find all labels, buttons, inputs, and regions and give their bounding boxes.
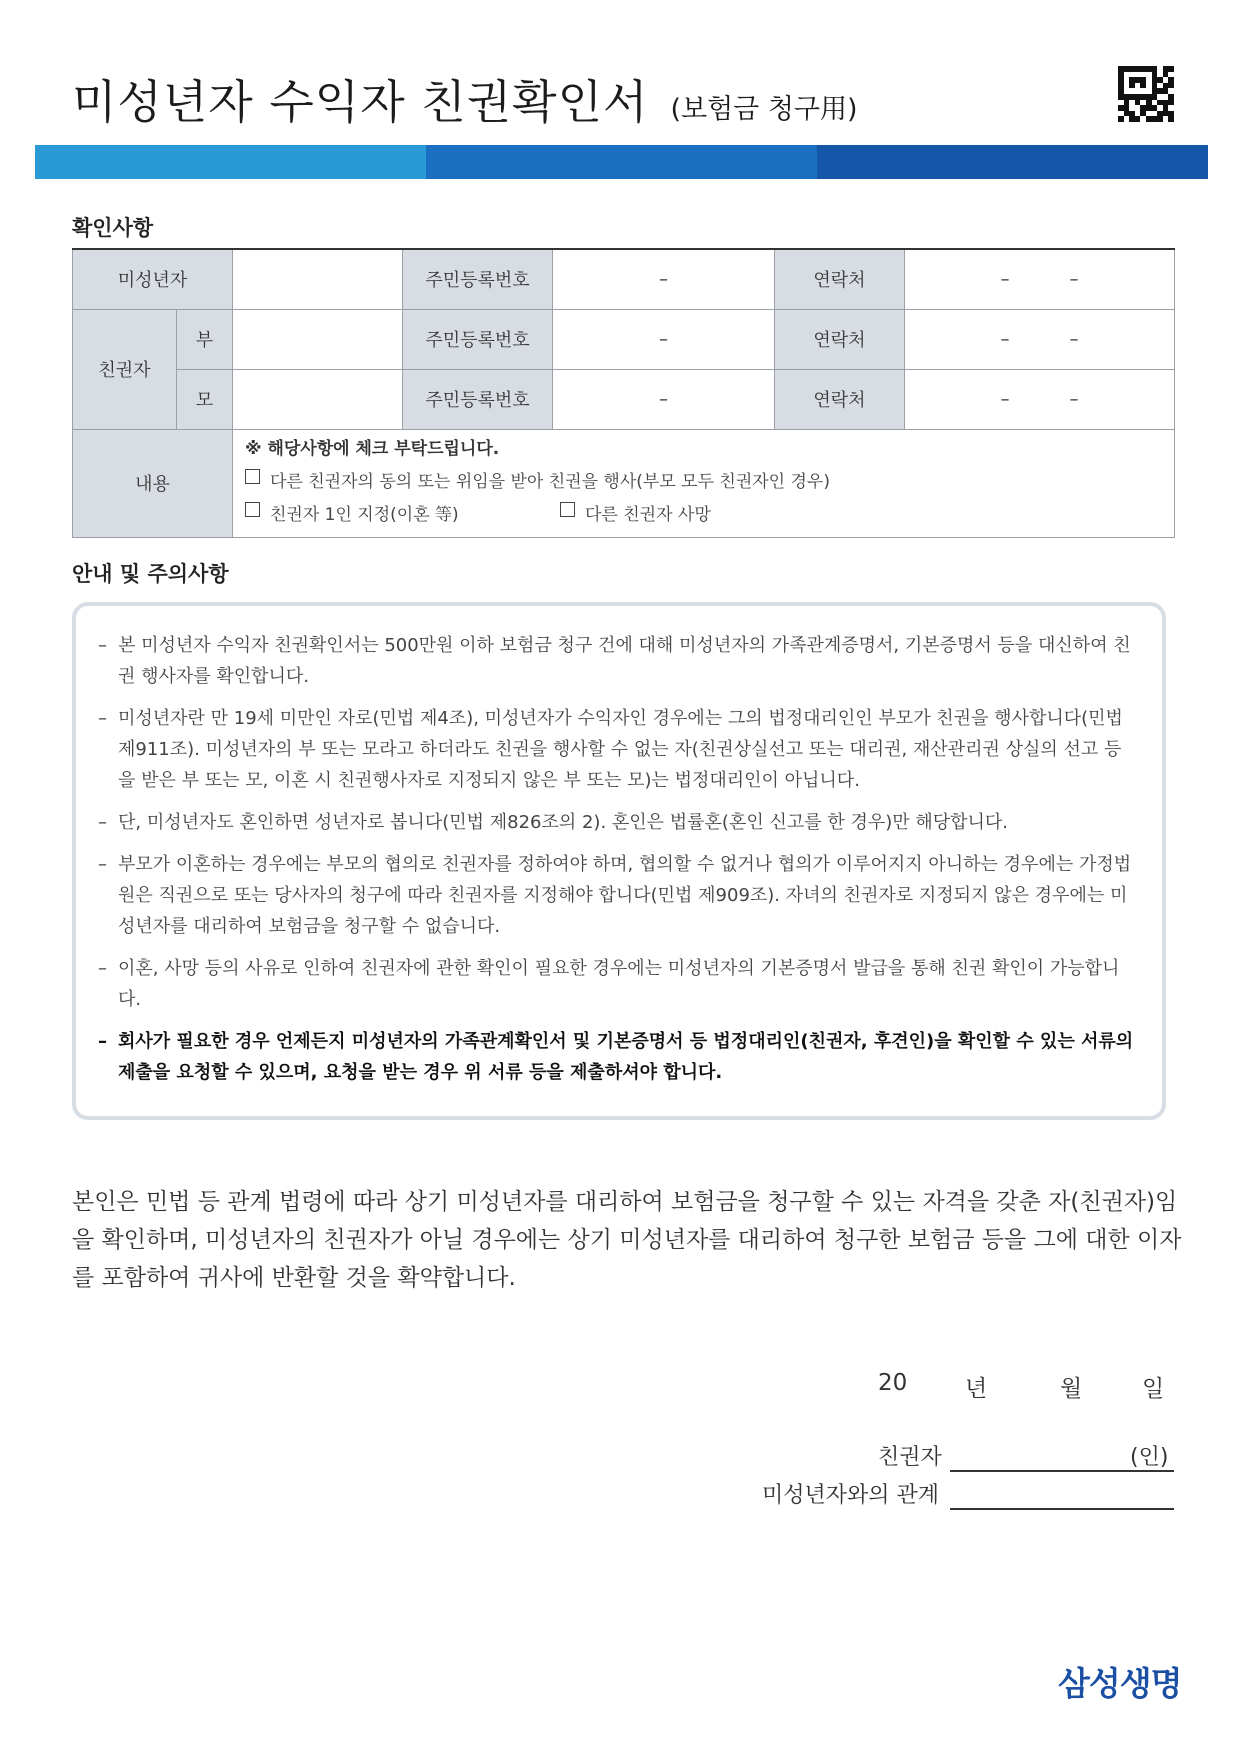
contact-dash-2: – [1069,268,1079,290]
content-label: 내용 [73,429,233,537]
checkbox-guardian-deceased[interactable] [560,502,575,517]
section-title-confirmation: 확인사항 [72,216,154,240]
document-title: 미성년자 수익자 친권확인서 [72,75,649,129]
document-header [72,66,858,132]
contact-dash-1: – [1000,268,1010,290]
relation-label: 미성년자와의 관계 [762,1483,940,1508]
father-contact-field[interactable] [905,309,1175,369]
notice-dash: – [98,635,107,656]
notice-text: 회사가 필요한 경우 언제든지 미성년자의 가족관계확인서 및 기본증명서 등 법정대리인(친권자, 후견인)을 확인할 수 있는 서류의 제출을 요청할 수 있으며, 요청을 받는 경우 위 서류 등을 제출하셔야 합니다. [118,1031,1134,1083]
father-row [73,309,1175,369]
father-label: 부 [177,309,233,369]
contact-dash-2: – [1069,388,1079,410]
notice-dash: – [98,1031,107,1052]
company-logo: 삼성생명 [1058,1664,1182,1703]
notice-text: 단, 미성년자도 혼인하면 성년자로 봅니다(민법 제826조의 2). 혼인은 법률혼(혼인 신고를 한 경우)만 해당합니다. [118,812,1009,833]
guardian-signature-label: 친권자 [878,1445,942,1470]
notice-dash: – [98,812,107,833]
minor-contact-label: 연락처 [775,249,905,309]
notice-item [98,807,1134,838]
seal-mark: (인) [1130,1445,1169,1470]
color-bar-segment-3 [817,145,1208,179]
option-consent-label: 다른 친권자의 동의 또는 위임을 받아 친권을 행사(부모 모두 친권자인 경우) [270,471,830,492]
contact-dash-1: – [1000,388,1010,410]
content-row [73,429,1175,537]
checkbox-sole-guardian[interactable] [245,502,260,517]
color-bar-segment-2 [426,145,817,179]
minor-label: 미성년자 [73,249,233,309]
minor-contact-field[interactable] [905,249,1175,309]
notice-text: 본 미성년자 수익자 친권확인서는 500만원 이하 보험금 청구 건에 대해 미성년자의 가족관계증명서, 기본증명서 등을 대신하여 친권 행사자를 확인합니다. [118,635,1131,687]
option-row-2 [245,500,1162,525]
mother-contact-field[interactable] [905,369,1175,429]
notice-dash: – [98,708,107,729]
date-day-label: 일 [1142,1376,1165,1402]
mother-contact-label: 연락처 [775,369,905,429]
notice-item [98,1026,1134,1088]
notice-box [72,602,1166,1120]
content-options [233,429,1175,537]
notice-item [98,953,1134,1015]
check-instruction: ※ 해당사항에 체크 부탁드립니다. [245,438,500,459]
minor-rrn-label: 주민등록번호 [403,249,553,309]
rrn-dash: – [659,268,668,290]
contact-dash-2: – [1069,328,1079,350]
mother-label: 모 [177,369,233,429]
notice-item [98,703,1134,796]
qr-module [1168,116,1174,122]
option-guardian-deceased-label: 다른 친권자 사망 [585,504,711,525]
section-title-notice: 안내 및 주의사항 [72,562,229,586]
minor-name-field[interactable] [233,249,403,309]
notice-text: 미성년자란 만 19세 미만인 자로(민법 제4조), 미성년자가 수익자인 경우에는 그의 법정대리인인 부모가 친권을 행사합니다(민법 제911조). 미성년자의 부 또는 모라고 하더라도 친권을 행사할 수 없는 자(친권상실선고 또는 대리권, 재산관리권 상실의 선고 등을 받은 부 또는 모, 이혼 시 친권행사자로 지정되지 않은 부 또는 모)는 법정대리인이 아닙니다. [118,708,1123,791]
notice-text: 부모가 이혼하는 경우에는 부모의 협의로 친권자를 정하여야 하며, 협의할 수 없거나 협의가 이루어지지 아니하는 경우에는 가정법원은 직권으로 또는 당사자의 청구에 따라 친권자를 지정해야 합니다(민법 제909조). 자녀의 친권자로 지정되지 않은 경우에는 미성년자를 대리하여 보험금을 청구할 수 없습니다. [118,854,1132,937]
father-rrn-field[interactable] [553,309,775,369]
contact-dash-1: – [1000,328,1010,350]
option-consent-row [245,467,1162,492]
minor-row [73,249,1175,309]
rrn-dash: – [659,388,668,410]
date-year-prefix: 20 [878,1370,908,1396]
guardian-label: 친권자 [73,309,177,429]
pledge-statement: 본인은 민법 등 관계 법령에 따라 상기 미성년자를 대리하여 보험금을 청구할 수 있는 자격을 갖춘 자(친권자)임을 확인하며, 미성년자의 친권자가 아닐 경우에는 상기 미성년자를 대리하여 청구한 보험금 등을 그에 대한 이자를 포함하여 귀사에 반환할 것을 확약합니다. [72,1189,1182,1291]
notice-item [98,630,1134,692]
notice-text: 이혼, 사망 등의 사유로 인하여 친권자에 관한 확인이 필요한 경우에는 미성년자의 기본증명서 발급을 통해 친권 확인이 가능합니다. [118,958,1120,1010]
mother-rrn-label: 주민등록번호 [403,369,553,429]
confirmation-table [72,248,1175,538]
notice-dash: – [98,854,107,875]
father-name-field[interactable] [233,309,403,369]
color-bar-segment-1 [35,145,426,179]
notice-dash: – [98,958,107,979]
mother-name-field[interactable] [233,369,403,429]
mother-rrn-field[interactable] [553,369,775,429]
minor-rrn-field[interactable] [553,249,775,309]
date-year-label: 년 [965,1376,988,1402]
option-sole-guardian-label: 친권자 1인 지정(이혼 等) [270,504,459,525]
rrn-dash: – [659,328,668,350]
date-month-label: 월 [1060,1376,1083,1402]
document-subtitle: (보험금 청구用) [670,94,858,125]
father-contact-label: 연락처 [775,309,905,369]
relation-input-line[interactable] [950,1508,1174,1510]
header-color-bar [35,145,1208,179]
notice-item [98,849,1134,942]
checkbox-consent[interactable] [245,469,260,484]
qr-code-icon [1118,66,1174,122]
father-rrn-label: 주민등록번호 [403,309,553,369]
mother-row [73,369,1175,429]
